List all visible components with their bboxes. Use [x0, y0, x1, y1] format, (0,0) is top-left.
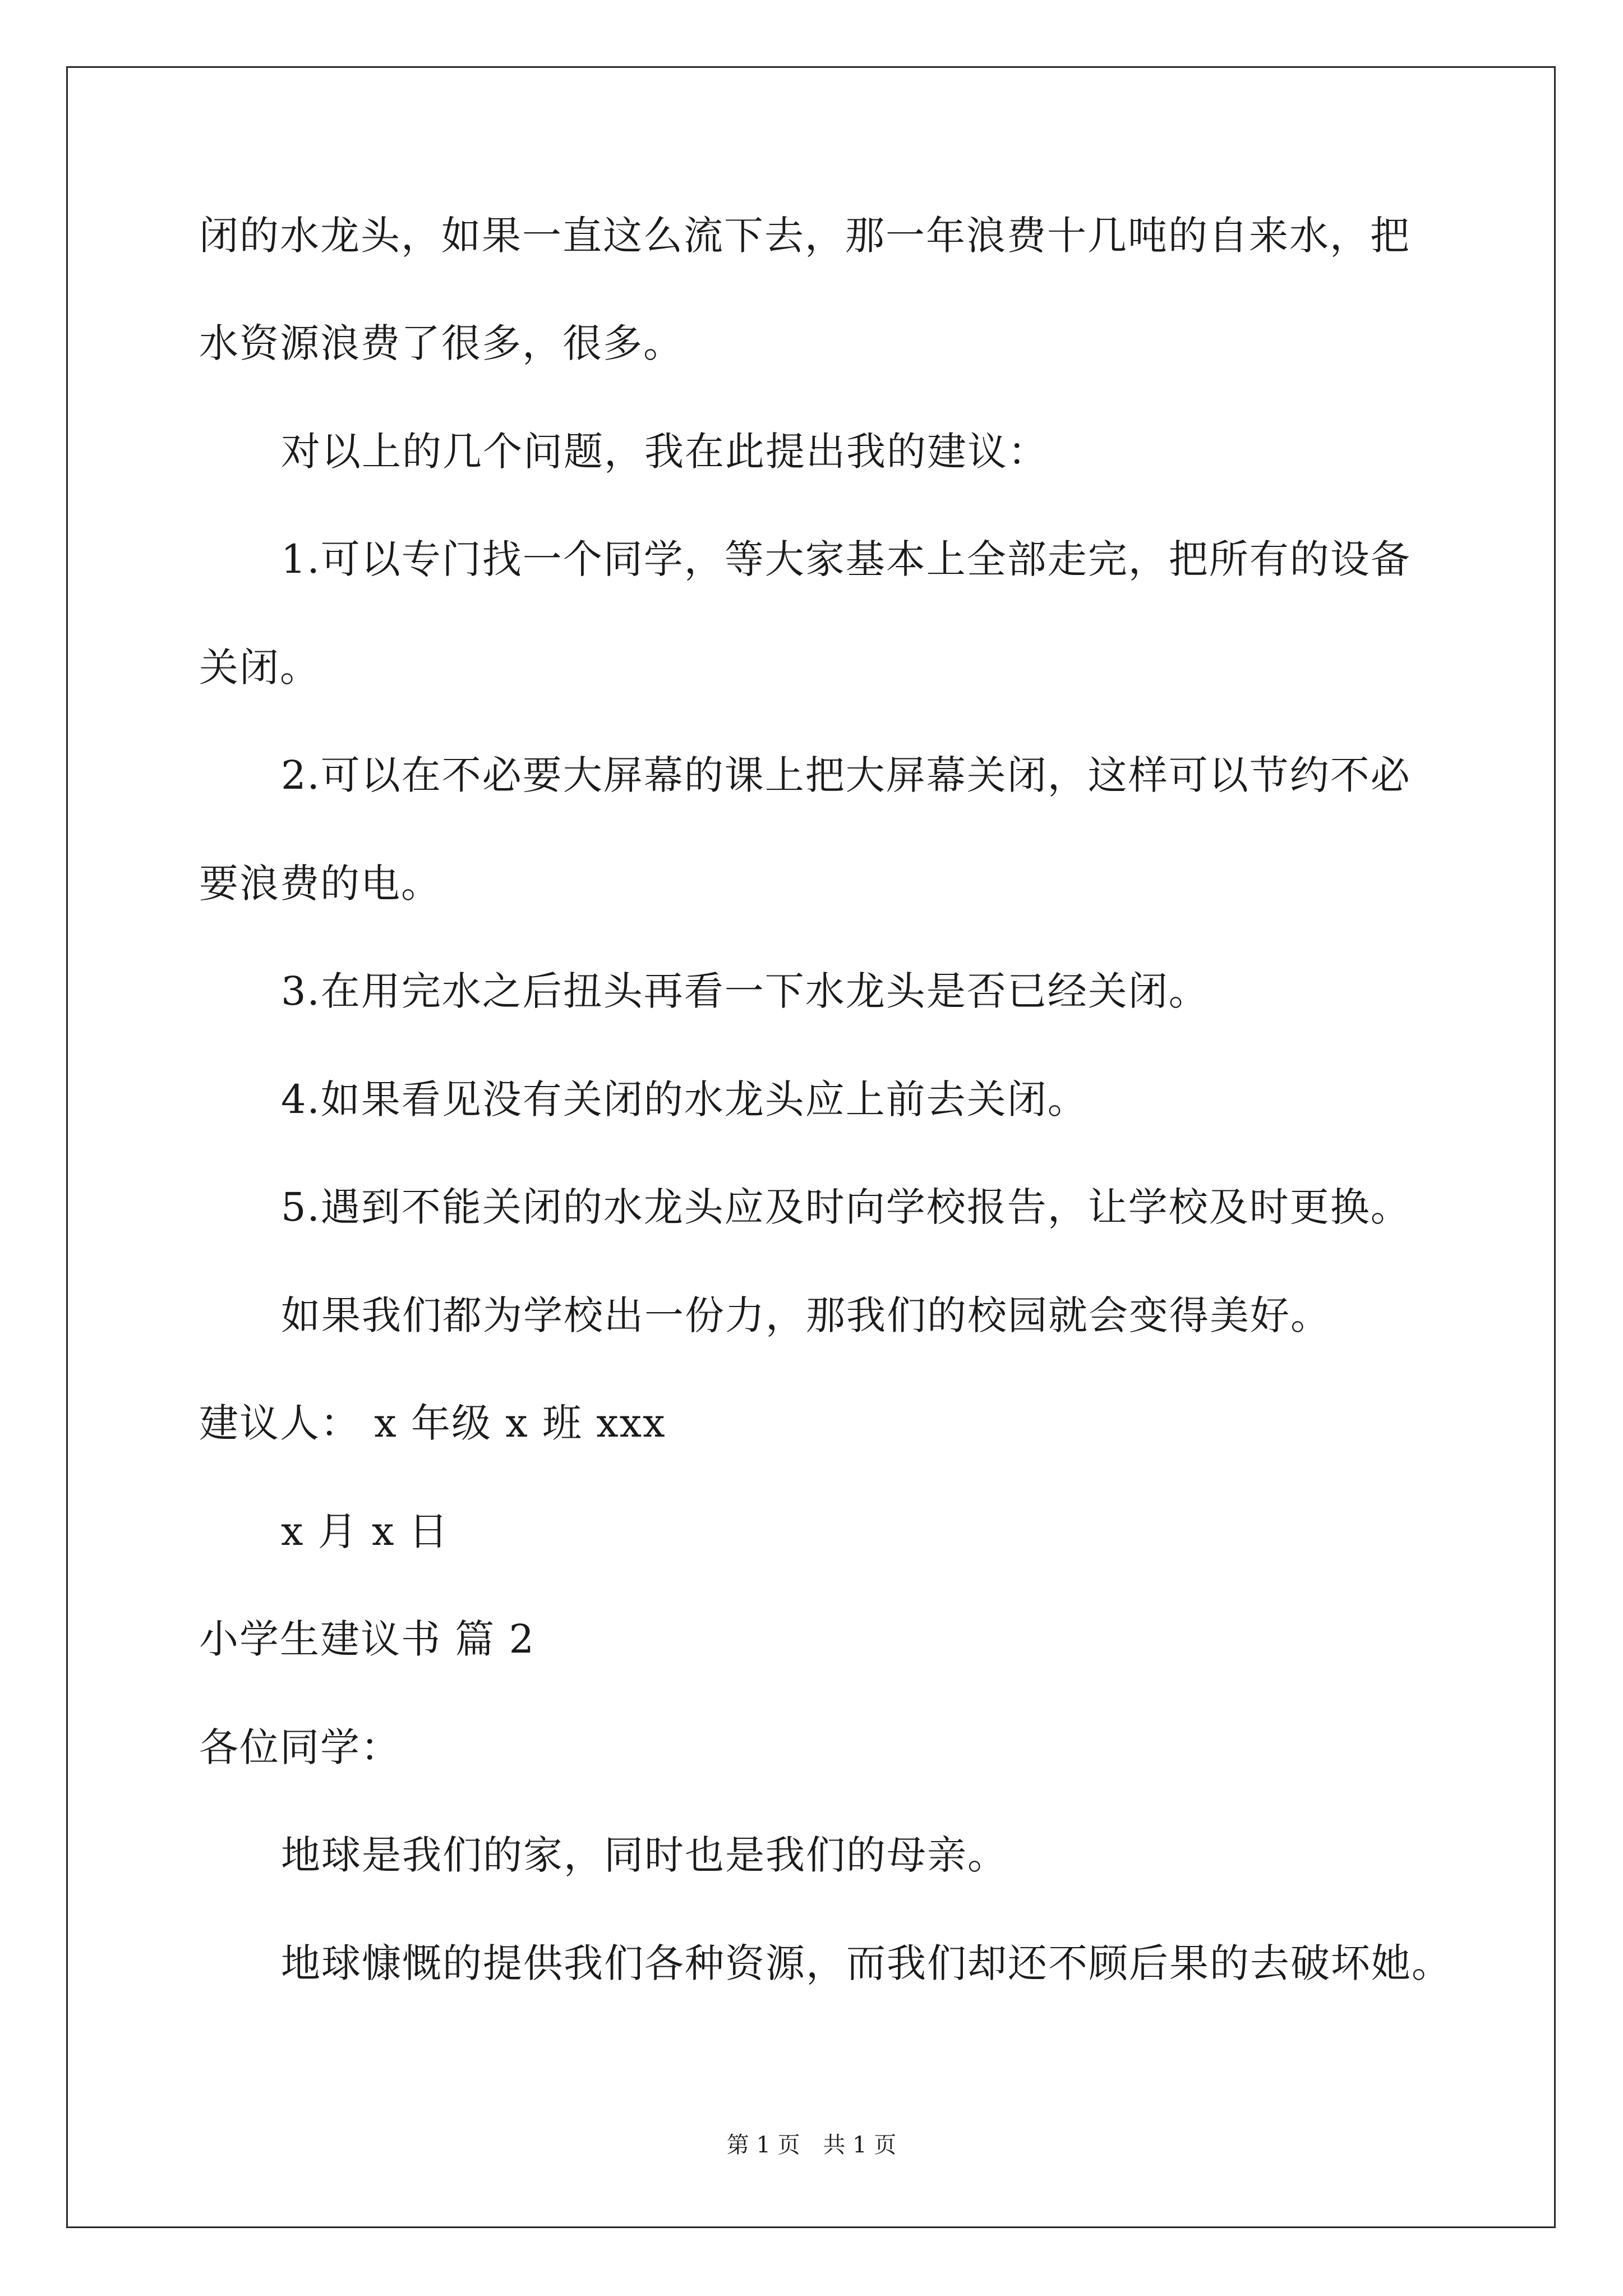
paragraph-line: 闭的水龙头，如果一直这么流下去，那一年浪费十几吨的自来水，把: [199, 213, 1410, 259]
page-total: 共 1 页: [823, 2132, 897, 2158]
page-border: [66, 66, 1556, 2228]
suggestion-4: 4.如果看见没有关闭的水龙头应上前去关闭。: [281, 1076, 1088, 1122]
suggestion-3: 3.在用完水之后扭头再看一下水龙头是否已经关闭。: [281, 968, 1209, 1014]
page-footer: [0, 2127, 1623, 2159]
date-line: x 月 x 日: [281, 1508, 449, 1554]
paragraph-line: 水资源浪费了很多，很多。: [199, 320, 684, 366]
paragraph-line: 地球慷慨的提供我们各种资源，而我们却还不顾后果的去破坏她。: [281, 1940, 1452, 1986]
suggestion-2: 2.可以在不必要大屏幕的课上把大屏幕关闭，这样可以节约不必: [281, 752, 1411, 798]
paragraph-line: 地球是我们的家，同时也是我们的母亲。: [281, 1832, 1008, 1878]
paragraph-line: 对以上的几个问题，我在此提出我的建议：: [281, 429, 1048, 475]
suggestion-5: 5.遇到不能关闭的水龙头应及时向学校报告，让学校及时更换。: [281, 1184, 1411, 1230]
paragraph-line: 要浪费的电。: [199, 861, 441, 907]
section-title: 小学生建议书 篇 2: [199, 1616, 536, 1662]
signature-line: 建议人： x 年级 x 班 xxx: [199, 1400, 666, 1446]
paragraph-line: 如果我们都为学校出一份力，那我们的校园就会变得美好。: [281, 1292, 1331, 1338]
paragraph-line: 关闭。: [199, 645, 320, 691]
page-number: 第 1 页: [726, 2132, 800, 2158]
salutation: 各位同学：: [199, 1724, 401, 1770]
suggestion-1: 1.可以专门找一个同学，等大家基本上全部走完，把所有的设备: [281, 536, 1411, 582]
